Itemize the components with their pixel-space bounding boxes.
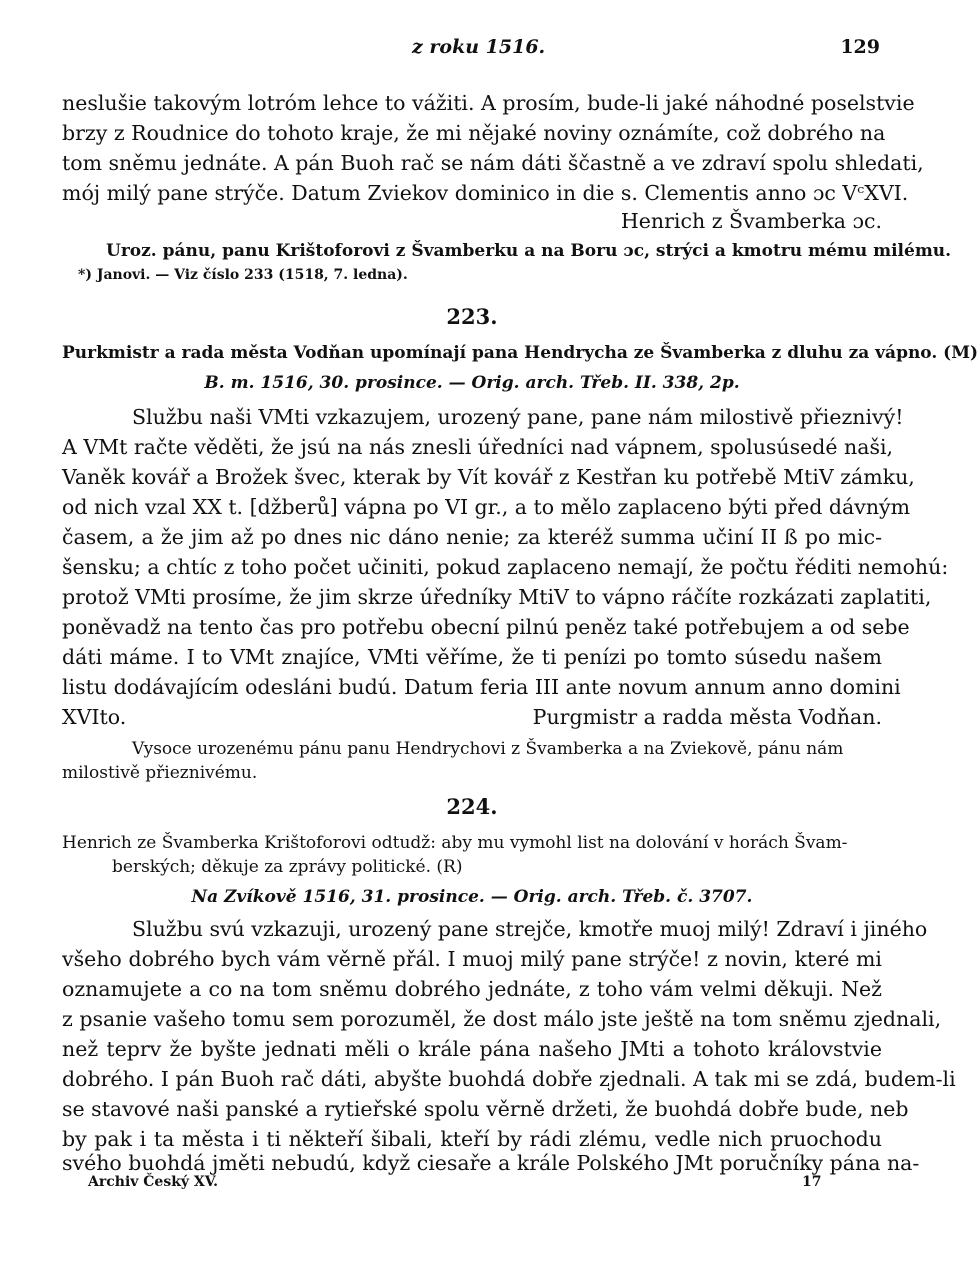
text-line: dobrého. I pán Buoh rač dáti, abyšte buohdá dobře zjednali. A tak mi se zdá, budem-li xyxy=(62,1067,956,1091)
document-summary: Henrich ze Švamberka Krištoforovi odtudž: aby mu vymohl list na dolování v horách Švam- xyxy=(62,833,848,853)
text-line: by pak i ta města i ti někteří šibali, kteří by rádi zlému, vedle nich pruochodu xyxy=(62,1127,882,1151)
document-number: 223. xyxy=(446,304,498,329)
text-line: časem, a že jim až po dnes nic dáno nenie; za kteréž summa učiní II ß po mic- xyxy=(62,525,882,549)
document-summary: Purkmistr a rada města Vodňan upomínají pana Hendrycha ze Švamberka z dluhu za vápno. (M) xyxy=(62,343,978,363)
text-line: poněvadž na tento čas pro potřebu obecní pilnú peněz také potřebujem a od sebe xyxy=(62,615,910,639)
text-line: neslušie takovým lotróm lehce to vážiti. A prosím, bude-li jaké náhodné poselstvie xyxy=(62,91,915,115)
text-line: oznamujete a co na tom sněmu dobrého jednáte, z toho vám velmi děkuji. Než xyxy=(62,977,882,1001)
text-line: se stavové naši panské a rytieřské spolu věrně držeti, že buohdá dobře bude, neb xyxy=(62,1097,909,1121)
closing-date: XVIto. xyxy=(62,705,127,729)
collection-title: Archiv Český XV. xyxy=(88,1174,219,1190)
text-line: Vaněk kovář a Brožek švec, kterak by Vít kovář z Kestřan ku potřebě MtiV zámku, xyxy=(62,465,915,489)
text-line: Službu svú vzkazuji, urozený pane strejče, kmotře muoj milý! Zdraví i jiného xyxy=(132,917,928,941)
page-number: 129 xyxy=(840,36,880,58)
document-source: B. m. 1516, 30. prosince. — Orig. arch. Třeb. II. 338, 2p. xyxy=(204,373,740,393)
signature: Henrich z Švamberka ɔc. xyxy=(620,209,882,233)
text-line: z psanie vašeho tomu sem porozuměl, že dost málo jste ještě na tom sněmu zjednali, xyxy=(62,1007,942,1031)
text-line: než teprv že byšte jednati měli o krále pána našeho JMti a tohoto královstvie xyxy=(62,1037,882,1061)
text-line: protož VMti prosíme, že jim skrze úředníky MtiV to vápno ráčíte rozkázati zaplatiti, xyxy=(62,585,932,609)
document-summary: berských; děkuje za zprávy politické. (R) xyxy=(112,857,463,877)
text-line: A VMt račte věděti, že jsú na nás znesli úředníci nad vápnem, spolusúsedé naši, xyxy=(62,435,894,459)
page-header xyxy=(62,36,882,66)
text-line: mój milý pane strýče. Datum Zviekov dominico in die s. Clementis anno ɔc VᶜXVI. xyxy=(62,181,909,205)
document-source: Na Zvíkově 1516, 31. prosince. — Orig. arch. Třeb. č. 3707. xyxy=(191,887,753,907)
text-line: listu dodávajícím odesláni budú. Datum feria III ante novum annum anno domini xyxy=(62,675,901,699)
text-line: Službu naši VMti vzkazujem, urozený pane, pane nám milostivě přieznivý! xyxy=(132,405,904,429)
signature: Purgmistr a radda města Vodňan. xyxy=(532,705,882,729)
text-line: svého buohdá jměti nebudú, když ciesaře a krále Polského JMt poručníky pána na- xyxy=(62,1151,920,1175)
text-line: od nich vzal XX t. [džberů] vápna po VI gr., a to mělo zaplaceno býti před dávným xyxy=(62,495,911,519)
sheet-number: 17 xyxy=(802,1174,822,1190)
address-line: Uroz. pánu, panu Krištoforovi z Švamberku a na Boru ɔc, strýci a kmotru mému milému. xyxy=(106,241,952,261)
text-line: tom sněmu jednáte. A pán Buoh rač se nám dáti ščastně a ve zdraví spolu shledati, xyxy=(62,151,924,175)
running-title: z roku 1516. xyxy=(412,36,546,58)
text-line: brzy z Roudnice do tohoto kraje, že mi nějaké noviny oznámíte, což dobrého na xyxy=(62,121,886,145)
address-line: Vysoce urozenému pánu panu Hendrychovi z Švamberka a na Zviekově, pánu nám xyxy=(132,739,844,759)
address-line: milostivě přieznivému. xyxy=(62,763,258,783)
text-line: šensku; a chtíc z toho počet učiniti, pokud zaplaceno nemají, že počtu řéditi nemohú: xyxy=(62,555,949,579)
text-line: všeho dobrého bych vám věrně přál. I muoj milý pane strýče! z novin, které mi xyxy=(62,947,882,971)
text-line: dáti máme. I to VMt znajíce, VMti věříme, že ti penízi po tomto súsedu našem xyxy=(62,645,882,669)
document-number: 224. xyxy=(446,794,498,819)
footnote: *) Janovi. — Viz číslo 233 (1518, 7. ledna). xyxy=(78,267,408,283)
